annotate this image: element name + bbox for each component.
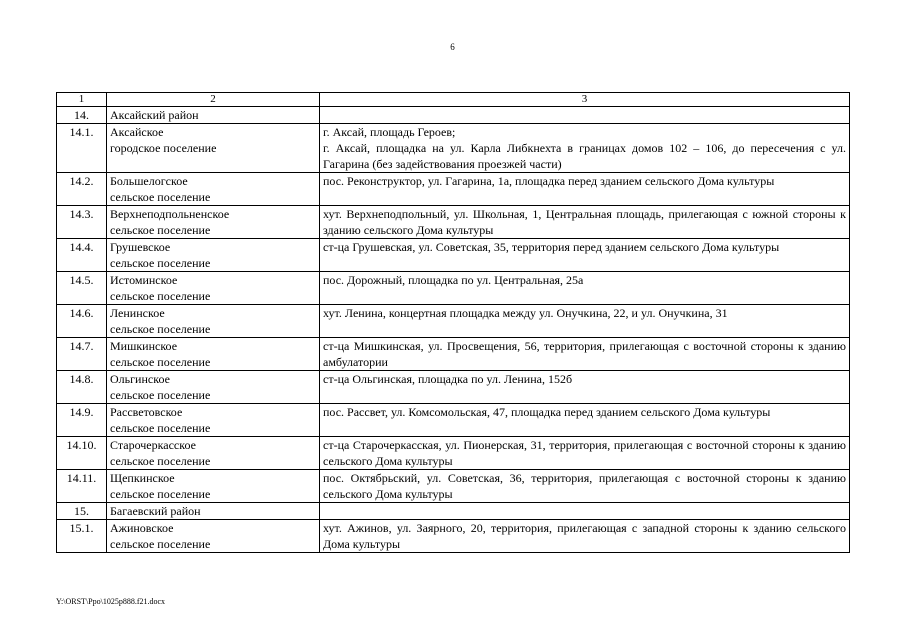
row-number: 14.11. <box>57 470 107 503</box>
settlement-name-line: сельское поселение <box>110 421 211 435</box>
header-col-3: 3 <box>320 93 850 107</box>
table-row <box>57 404 850 437</box>
settlement-name-line: сельское поселение <box>110 223 211 237</box>
location-text: г. Аксай, площадь Героев; <box>323 125 456 139</box>
table-header-row <box>57 93 850 107</box>
row-number: 14.2. <box>57 173 107 206</box>
header-col-1: 1 <box>57 93 107 107</box>
row-number: 15. <box>57 503 107 520</box>
location-text: хут. Верхнеподпольный, ул. Школьная, 1, Центральная площадь, прилегающая с южной стороны к зданию сельского Дома культуры <box>323 207 846 237</box>
settlement-name-line: Рассветовское <box>110 405 183 419</box>
settlement-name-line: сельское поселение <box>110 537 211 551</box>
table-row <box>57 371 850 404</box>
row-number: 14.5. <box>57 272 107 305</box>
location-text: ст-ца Грушевская, ул. Советская, 35, территория перед зданием сельского Дома культуры <box>323 240 780 254</box>
settlement-name-line: сельское поселение <box>110 289 211 303</box>
row-number: 14.7. <box>57 338 107 371</box>
settlement-name-line: городское поселение <box>110 141 217 155</box>
settlement-name <box>107 371 320 404</box>
location-description <box>320 437 850 470</box>
settlement-name-line: сельское поселение <box>110 388 211 402</box>
settlement-name-line: сельское поселение <box>110 487 211 501</box>
location-description <box>320 371 850 404</box>
district-name: Аксайский район <box>107 107 320 124</box>
location-description <box>320 404 850 437</box>
settlement-name-line: сельское поселение <box>110 355 211 369</box>
settlement-name-line: сельское поселение <box>110 190 211 204</box>
location-text: хут. Ленина, концертная площадка между ул. Онучкина, 22, и ул. Онучкина, 31 <box>323 306 728 320</box>
table-row <box>57 470 850 503</box>
table-row <box>57 520 850 553</box>
table-row <box>57 239 850 272</box>
settlement-name <box>107 520 320 553</box>
settlement-name <box>107 239 320 272</box>
table-row <box>57 338 850 371</box>
location-text: хут. Ажинов, ул. Заярного, 20, территория, прилегающая с западной стороны к зданию сельского Дома культуры <box>323 521 846 551</box>
row-number: 14.3. <box>57 206 107 239</box>
settlement-name <box>107 124 320 173</box>
location-description <box>320 305 850 338</box>
settlement-name-line: Истоминское <box>110 273 178 287</box>
location-description <box>320 338 850 371</box>
table-row <box>57 272 850 305</box>
location-text: пос. Рассвет, ул. Комсомольская, 47, площадка перед зданием сельского Дома культуры <box>323 405 771 419</box>
settlement-name <box>107 404 320 437</box>
settlement-name <box>107 272 320 305</box>
location-description <box>320 124 850 173</box>
row-number: 14.4. <box>57 239 107 272</box>
settlement-name-line: Ольгинское <box>110 372 170 386</box>
settlement-name <box>107 305 320 338</box>
settlement-name-line: Ажиновское <box>110 521 174 535</box>
location-text: пос. Реконструктор, ул. Гагарина, 1а, площадка перед зданием сельского Дома культуры <box>323 174 775 188</box>
location-description <box>320 470 850 503</box>
row-number: 14.8. <box>57 371 107 404</box>
table-row <box>57 124 850 173</box>
settlement-name-line: Мишкинское <box>110 339 178 353</box>
settlement-name <box>107 437 320 470</box>
footer-file-path: Y:\ORST\Ppo\1025p888.f21.docx <box>56 597 166 606</box>
location-description <box>320 272 850 305</box>
page-number: 6 <box>450 42 455 52</box>
district-row <box>57 503 850 520</box>
settlement-name-line: Щепкинское <box>110 471 175 485</box>
row-number: 14.6. <box>57 305 107 338</box>
district-name: Багаевский район <box>107 503 320 520</box>
settlement-name <box>107 338 320 371</box>
table-row <box>57 437 850 470</box>
location-description <box>320 520 850 553</box>
table-row <box>57 173 850 206</box>
location-text: ст-ца Мишкинская, ул. Просвещения, 56, территория, прилегающая с восточной стороны к зданию амбулатории <box>323 339 846 369</box>
row-number: 14.1. <box>57 124 107 173</box>
location-text: ст-ца Ольгинская, площадка по ул. Ленина, 152б <box>323 372 573 386</box>
settlement-name <box>107 173 320 206</box>
row-number: 14. <box>57 107 107 124</box>
location-text: ст-ца Старочеркасская, ул. Пионерская, 31, территория, прилегающая с восточной стороны к зданию сельского Дома культуры <box>323 438 846 468</box>
location-description <box>320 206 850 239</box>
location-text: г. Аксай, площадка на ул. Карла Либкнехта в границах домов 102 – 106, до пересечения с ул. Гагарина (без задействования проезжей части) <box>323 141 846 171</box>
location-description <box>320 503 850 520</box>
locations-table <box>56 92 850 553</box>
location-description <box>320 239 850 272</box>
row-number: 14.9. <box>57 404 107 437</box>
settlement-name-line: Старочеркасское <box>110 438 196 452</box>
settlement-name <box>107 206 320 239</box>
location-description <box>320 173 850 206</box>
settlement-name-line: Верхнеподпольненское <box>110 207 230 221</box>
district-row <box>57 107 850 124</box>
settlement-name-line: сельское поселение <box>110 322 211 336</box>
settlement-name-line: сельское поселение <box>110 256 211 270</box>
settlement-name-line: Грушевское <box>110 240 171 254</box>
header-col-2: 2 <box>107 93 320 107</box>
location-text: пос. Октябрьский, ул. Советская, 36, территория, прилегающая с восточной стороны к зданию сельского Дома культуры <box>323 471 846 501</box>
row-number: 14.10. <box>57 437 107 470</box>
settlement-name <box>107 470 320 503</box>
table-row <box>57 305 850 338</box>
settlement-name-line: Аксайское <box>110 125 164 139</box>
location-text: пос. Дорожный, площадка по ул. Центральная, 25а <box>323 273 584 287</box>
row-number: 15.1. <box>57 520 107 553</box>
settlement-name-line: Большелогское <box>110 174 188 188</box>
settlement-name-line: Ленинское <box>110 306 165 320</box>
location-description <box>320 107 850 124</box>
settlement-name-line: сельское поселение <box>110 454 211 468</box>
table-row <box>57 206 850 239</box>
